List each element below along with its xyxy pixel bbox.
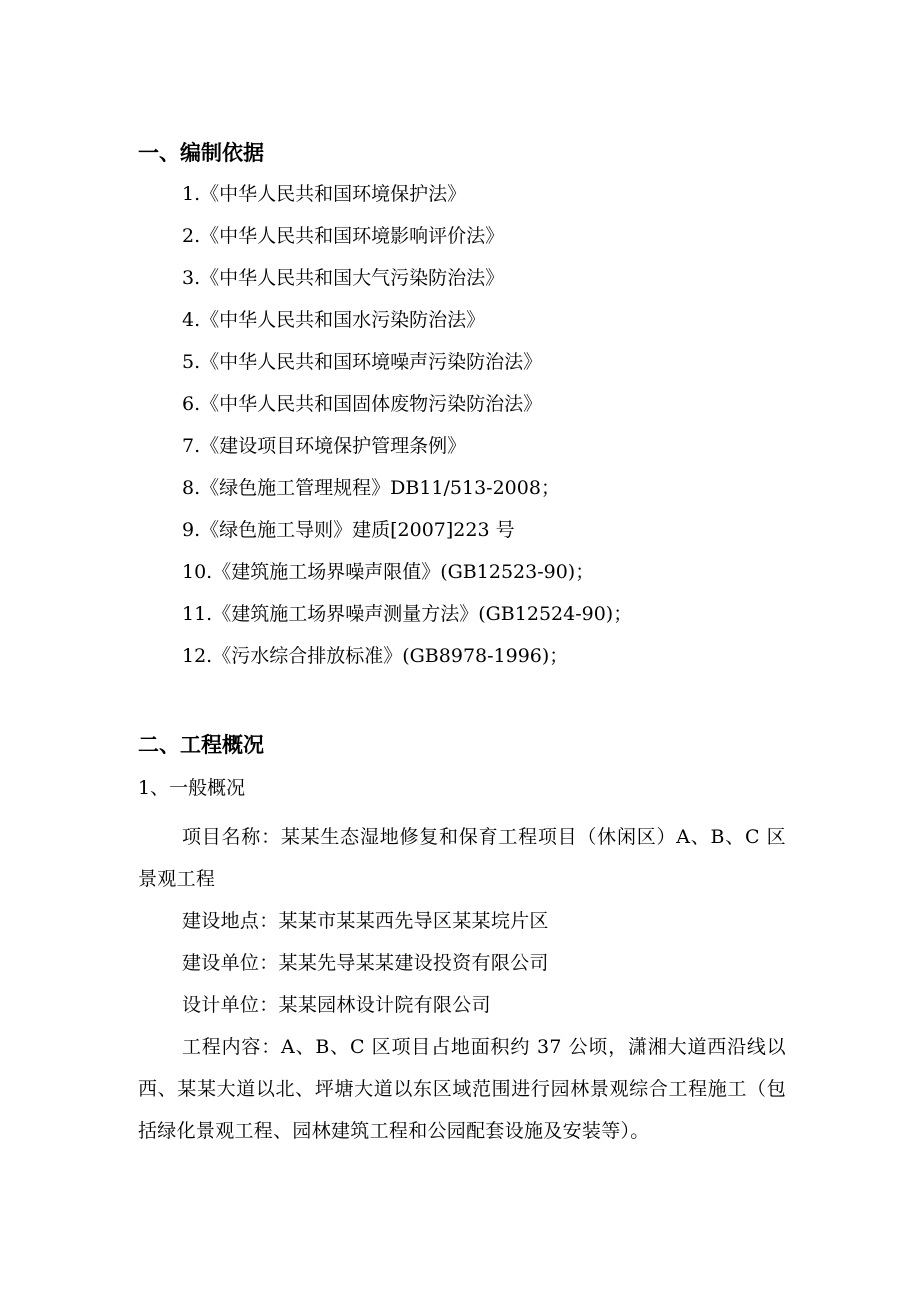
reference-item: 6.《中华人民共和国固体废物污染防治法》 bbox=[182, 393, 543, 415]
location-paragraph bbox=[138, 900, 786, 942]
reference-item: 3.《中华人民共和国大气污染防治法》 bbox=[182, 267, 505, 289]
project-info bbox=[138, 816, 786, 1152]
content-paragraph bbox=[138, 1026, 786, 1152]
reference-item: 10.《建筑施工场界噪声限值》(GB12523-90)； bbox=[182, 561, 595, 583]
reference-item: 8.《绿色施工管理规程》DB11/513-2008； bbox=[182, 477, 560, 499]
section-1-heading: 一、编制依据 bbox=[138, 141, 264, 165]
reference-list bbox=[182, 180, 632, 684]
general-overview-subheading: 1、一般概况 bbox=[138, 777, 246, 799]
designer-label: 设计单位： bbox=[182, 994, 279, 1016]
location-label: 建设地点： bbox=[182, 910, 279, 932]
reference-item: 4.《中华人民共和国水污染防治法》 bbox=[182, 309, 486, 331]
reference-item: 7.《建设项目环境保护管理条例》 bbox=[182, 435, 467, 457]
designer-paragraph bbox=[138, 984, 786, 1026]
reference-item: 9.《绿色施工导则》建质[2007]223 号 bbox=[182, 519, 515, 541]
section-2-heading: 二、工程概况 bbox=[138, 733, 264, 757]
reference-item: 5.《中华人民共和国环境噪声污染防治法》 bbox=[182, 351, 543, 373]
location-value: 某某市某某西先导区某某垸片区 bbox=[278, 910, 549, 932]
project-name-label: 项目名称： bbox=[182, 826, 281, 848]
content-value: A、B、C 区项目占地面积约 37 公顷，潇湘大道西沿线以西、某某大道以北、坪塘大道以东区域范围进行园林景观综合工程施工（包括绿化景观工程、园林建筑工程和公园配套设施及安装等）。 bbox=[138, 1036, 786, 1142]
reference-item: 2.《中华人民共和国环境影响评价法》 bbox=[182, 225, 505, 247]
builder-paragraph bbox=[138, 942, 786, 984]
project-name-value: 某某生态湿地修复和保育工程项目（休闲区）A、B、C 区景观工程 bbox=[138, 826, 786, 890]
reference-item: 11.《建筑施工场界噪声测量方法》(GB12524-90)； bbox=[182, 603, 633, 625]
project-name-paragraph bbox=[138, 816, 786, 900]
content-label: 工程内容： bbox=[182, 1036, 282, 1058]
builder-label: 建设单位： bbox=[182, 952, 279, 974]
designer-value: 某某园林设计院有限公司 bbox=[278, 994, 491, 1016]
reference-item: 12.《污水综合排放标准》(GB8978-1996)； bbox=[182, 645, 569, 667]
builder-value: 某某先导某某建设投资有限公司 bbox=[278, 952, 549, 974]
reference-item: 1.《中华人民共和国环境保护法》 bbox=[182, 183, 467, 205]
